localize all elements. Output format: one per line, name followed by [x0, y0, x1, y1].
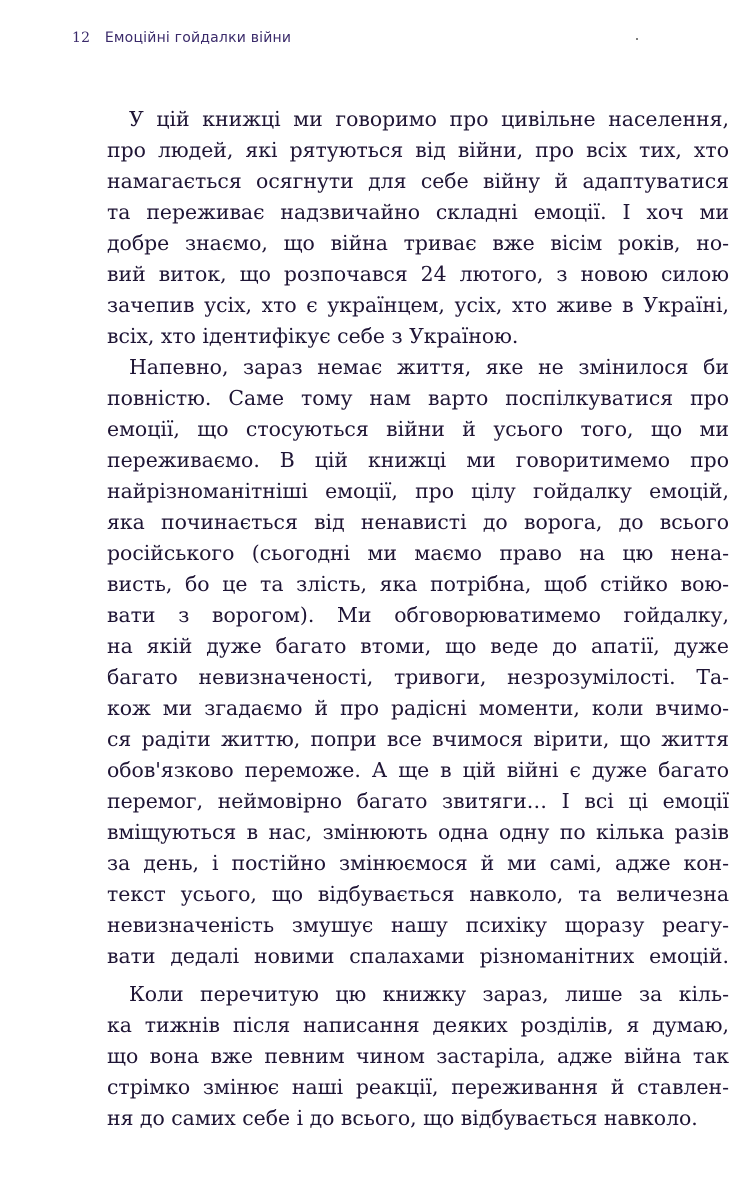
- paragraph-1: [107, 104, 729, 352]
- paragraph-2: [107, 352, 729, 972]
- text-line: ня до самих себе і до всього, що відбувається навколо.: [107, 1106, 698, 1130]
- text-line: за день, і постійно змінюємося й ми самі, адже кон-: [107, 851, 729, 875]
- text-line: обов'язково переможе. А ще в цій війні є дуже багато: [107, 758, 729, 782]
- text-line: на якій дуже багато втоми, що веде до апатії, дуже: [107, 634, 729, 658]
- text-line: вати дедалі новими спалахами різноманітних емоцій.: [107, 944, 729, 968]
- text-line: ся радіти життю, попри все вчимося вірити, що життя: [107, 727, 729, 751]
- text-line: текст усього, що відбувається навколо, та величезна: [107, 882, 729, 906]
- running-header: [72, 30, 291, 46]
- text-line: вміщуються в нас, змінюють одна одну по кілька разів: [107, 820, 729, 844]
- text-line: Напевно, зараз немає життя, яке не змінилося би: [129, 355, 729, 379]
- text-line: Коли перечитую цю книжку зараз, лише за кіль-: [129, 982, 729, 1006]
- text-line: невизначеність змушує нашу психіку щоразу реагу-: [107, 913, 729, 937]
- text-line: та переживає надзвичайно складні емоції. І хоч ми: [107, 200, 729, 224]
- text-line: добре знаємо, що війна триває вже вісім років, но-: [107, 231, 729, 255]
- text-line: багато невизначеності, тривоги, незрозумілості. Та-: [107, 665, 729, 689]
- text-line: всіх, хто ідентифікує себе з Україною.: [107, 324, 519, 348]
- text-line: про людей, які рятуються від війни, про всіх тих, хто: [107, 138, 729, 162]
- text-line: найрізноманітніші емоції, про цілу гойдалку емоцій,: [107, 479, 729, 503]
- text-line: висть, бо це та злість, яка потрібна, щоб стійко вою-: [107, 572, 729, 596]
- text-line: яка починається від ненависті до ворога, до всього: [107, 510, 729, 534]
- text-line: зачепив усіх, хто є українцем, усіх, хто живе в Україні,: [107, 293, 729, 317]
- page-number: 12: [72, 30, 91, 46]
- text-line: вати з ворогом). Ми обговорюватимемо гойдалку,: [107, 603, 729, 627]
- running-title: Емоційні гойдалки війни: [104, 30, 292, 46]
- text-line: вий виток, що розпочався 24 лютого, з новою силою: [107, 262, 729, 286]
- body-text: [107, 104, 729, 1134]
- text-line: У цій книжці ми говоримо про цивільне населення,: [129, 107, 729, 131]
- text-line: емоції, що стосуються війни й усього того, що ми: [107, 417, 729, 441]
- text-line: переживаємо. В цій книжці ми говоритимемо про: [107, 448, 729, 472]
- text-line: ка тижнів після написання деяких розділів, я думаю,: [107, 1013, 729, 1037]
- text-line: кож ми згадаємо й про радісні моменти, коли вчимо-: [107, 696, 729, 720]
- text-line: що вона вже певним чином застаріла, адже війна так: [107, 1044, 729, 1068]
- text-line: намагається осягнути для себе війну й адаптуватися: [107, 169, 729, 193]
- text-line: повністю. Саме тому нам варто поспілкуватися про: [107, 386, 729, 410]
- scan-speck: [636, 38, 638, 40]
- paragraph-3: [107, 979, 729, 1134]
- text-line: російського (сьогодні ми маємо право на цю нена-: [107, 541, 729, 565]
- text-line: перемог, неймовірно багато звитяги… І всі ці емоції: [107, 789, 729, 813]
- text-line: стрімко змінює наші реакції, переживання й ставлен-: [107, 1075, 729, 1099]
